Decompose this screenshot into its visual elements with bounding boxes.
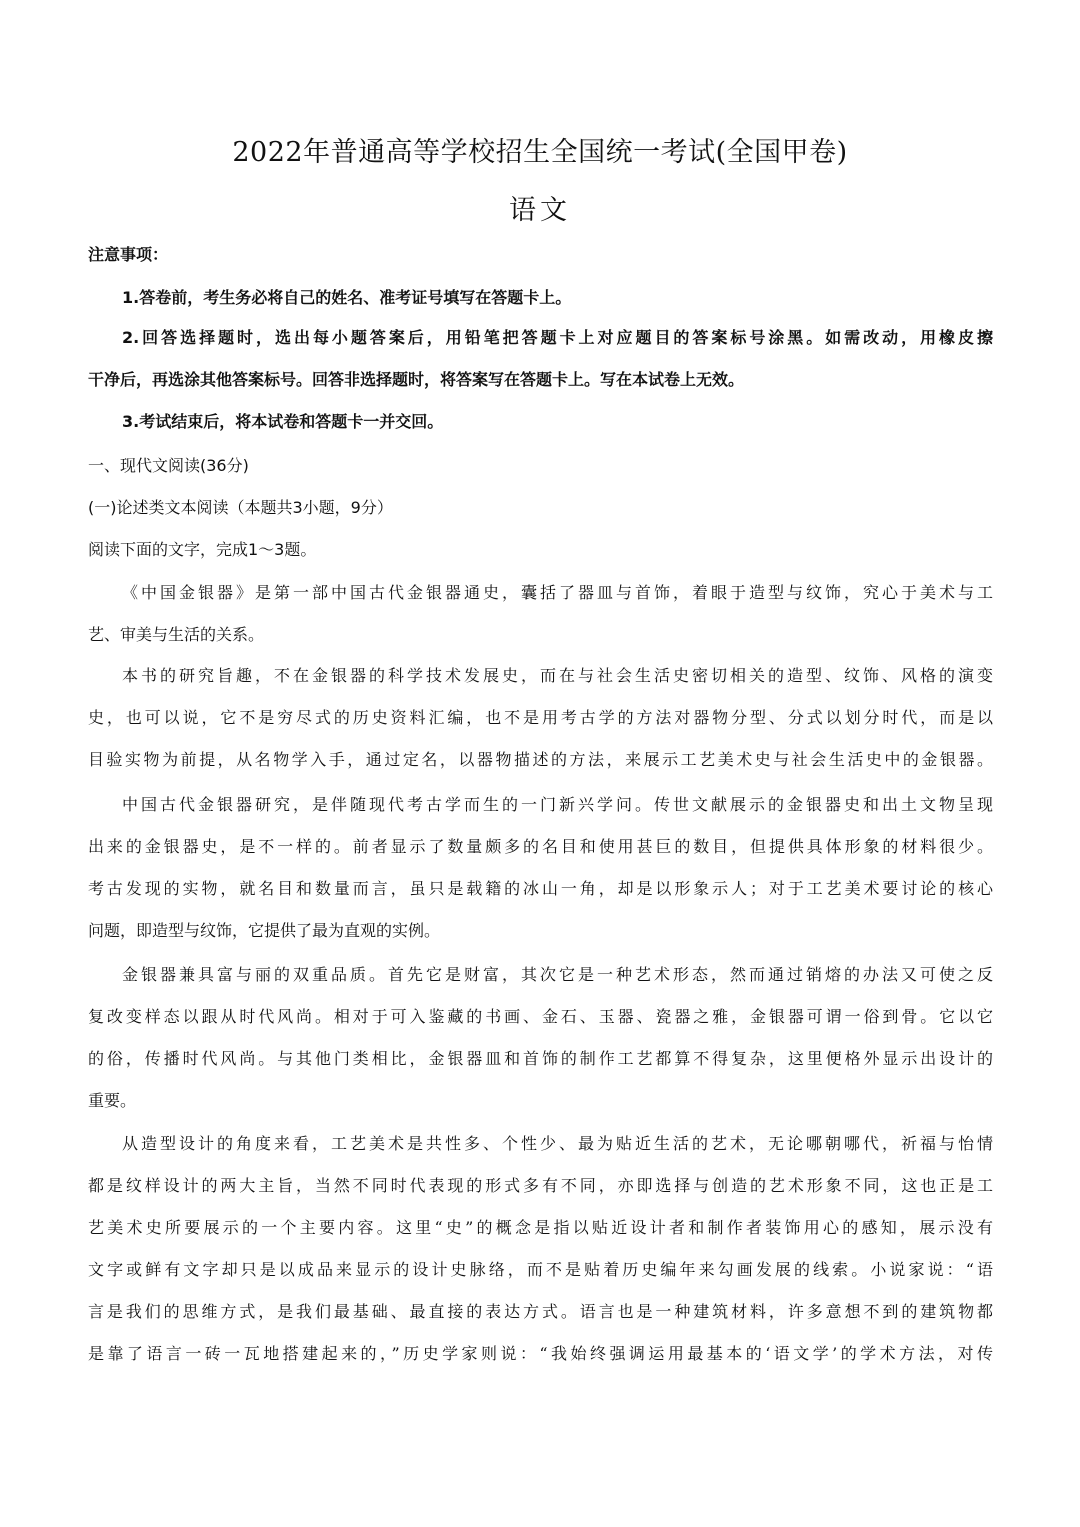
passage-line: 考古发现的实物，就名目和数量而言，虽只是载籍的冰山一角，却是以形象示人；对于工艺美术要讨论的核心 [88,879,993,898]
passage-line: 金银器兼具富与丽的双重品质。首先它是财富，其次它是一种艺术形态，然而通过销熔的办法又可使之反 [122,965,993,984]
passage-line: 的俗，传播时代风尚。与其他门类相比，金银器皿和首饰的制作工艺都算不得复杂，这里便格外显示出设计的 [88,1049,993,1068]
reading-instruction: 阅读下面的文字，完成1～3题。 [88,540,317,559]
passage-line: 史，也可以说，它不是穷尽式的历史资料汇编，也不是用考古学的方法对器物分型、分式以划分时代，而是以 [88,708,993,727]
exam-title: 2022年普通高等学校招生全国统一考试(全国甲卷) [232,137,848,168]
passage-line: 言是我们的思维方式，是我们最基础、最直接的表达方式。语言也是一种建筑材料，许多意想不到的建筑物都 [88,1302,993,1321]
notice-item-3: 3.考试结束后，将本试卷和答题卡一并交回。 [122,412,444,431]
passage-line: 艺、审美与生活的关系。 [88,625,265,644]
passage-line: 中国古代金银器研究，是伴随现代考古学而生的一门新兴学问。传世文献展示的金银器史和出土文物呈现 [122,795,993,814]
notice-item-1: 1.答卷前，考生务必将自己的姓名、准考证号填写在答题卡上。 [122,288,572,307]
passage-line: 是靠了语言一砖一瓦地搭建起来的，”历史学家则说：“我始终强调运用最基本的‘语文学’的学术方法，对传 [88,1344,993,1363]
notice-item-2-cont: 干净后，再选涂其他答案标号。回答非选择题时，将答案写在答题卡上。写在本试卷上无效。 [88,370,745,389]
passage-line: 重要。 [88,1091,137,1110]
passage-line: 文字或鲜有文字却只是以成品来显示的设计史脉络，而不是贴着历史编年来勾画发展的线索。小说家说：“语 [88,1260,993,1279]
passage-line: 目验实物为前提，从名物学入手，通过定名，以器物描述的方法，来展示工艺美术史与社会生活史中的金银器。 [88,750,993,769]
passage-line: 从造型设计的角度来看，工艺美术是共性多、个性少、最为贴近生活的艺术，无论哪朝哪代，祈福与怡情 [122,1134,993,1153]
passage-line: 艺美术史所要展示的一个主要内容。这里“史”的概念是指以贴近设计者和制作者装饰用心的感知，展示没有 [88,1218,993,1237]
notice-item-2: 2.回答选择题时，选出每小题答案后，用铅笔把答题卡上对应题目的答案标号涂黑。如需改动，用橡皮擦 [122,328,993,347]
passage-line: 出来的金银器史，是不一样的。前者显示了数量颇多的名目和使用甚巨的数目，但提供具体形象的材料很少。 [88,837,993,856]
passage-line: 复改变样态以跟从时代风尚。相对于可入鉴藏的书画、金石、玉器、瓷器之雅，金银器可谓一俗到骨。它以它 [88,1007,993,1026]
subsection-heading: (一)论述类文本阅读（本题共3小题，9分） [88,498,393,517]
passage-line: 都是纹样设计的两大主旨，当然不同时代表现的形式多有不同，亦即选择与创造的艺术形象不同，这也正是工 [88,1176,993,1195]
notice-heading: 注意事项： [88,245,169,264]
subject-title: 语文 [509,195,571,226]
passage-line: 本书的研究旨趣，不在金银器的科学技术发展史，而在与社会生活史密切相关的造型、纹饰、风格的演变 [122,666,993,685]
section-heading: 一、现代文阅读(36分) [88,456,249,475]
passage-line: 《中国金银器》是第一部中国古代金银器通史，囊括了器皿与首饰，着眼于造型与纹饰，究心于美术与工 [122,583,993,602]
passage-line: 问题，即造型与纹饰，它提供了最为直观的实例。 [88,921,441,940]
